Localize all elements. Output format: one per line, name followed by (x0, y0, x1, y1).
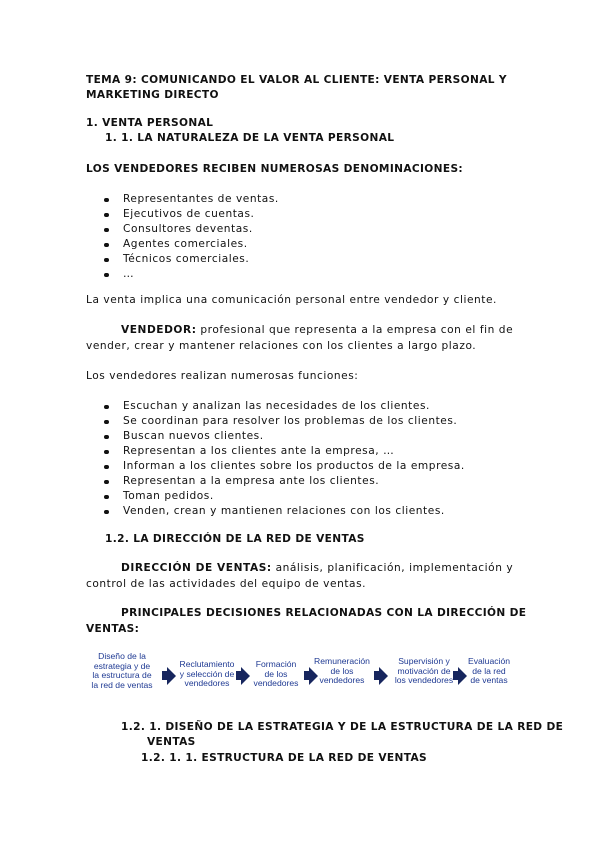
direccion-term: DIRECCIÓN DE VENTAS: (121, 562, 272, 574)
list-item: Ejecutivos de cuentas. (104, 207, 279, 222)
list-item: Venden, crean y mantienen relaciones con los clientes. (104, 504, 465, 519)
step-line: Diseño de la (98, 651, 146, 661)
step-line: la red de ventas (91, 679, 153, 690)
step-line: de los (264, 668, 288, 679)
vendedor-term: VENDEDOR: (121, 324, 197, 336)
funciones-intro: Los vendedores realizan numerosas funciones: (86, 370, 359, 382)
denominaciones-list (104, 192, 279, 282)
step-line: la estructura de (92, 670, 152, 681)
step-line: Evaluación (467, 656, 511, 666)
list-item: Escuchan y analizan las necesidades de los clientes. (104, 399, 465, 414)
list-item: Consultores deventas. (104, 222, 279, 237)
subsection-heading-estructura: 1.2. 1. 1. ESTRUCTURA DE LA RED DE VENTAS (141, 752, 427, 764)
process-step-diseno (82, 652, 162, 690)
section-heading-venta-personal: 1. VENTA PERSONAL (86, 117, 214, 129)
decisiones-heading-line2: VENTAS: (86, 623, 140, 635)
sales-management-process-diagram (82, 652, 522, 700)
list-item: Informan a los clientes sobre los productos de la empresa. (104, 459, 465, 474)
list-item: Representantes de ventas. (104, 192, 279, 207)
list-item: Técnicos comerciales. (104, 252, 279, 267)
process-step-reclutamiento (172, 660, 242, 689)
step-line: vendedores (319, 675, 365, 686)
step-line: Reclutamiento (179, 659, 235, 669)
subsection-heading-direccion: 1.2. LA DIRECCIÓN DE LA RED DE VENTAS (105, 533, 365, 545)
step-line: de los (330, 665, 354, 676)
venta-implica-paragraph: La venta implica una comunicación personal entre vendedor y cliente. (86, 294, 497, 306)
subsection-heading-naturaleza: 1. 1. LA NATURALEZA DE LA VENTA PERSONAL (105, 132, 395, 144)
step-line: vendedores (184, 678, 230, 689)
vendedor-definition-text: profesional que representa a la empresa con el fin de (196, 324, 514, 336)
list-item: Toman pedidos. (104, 489, 465, 504)
list-item: Buscan nuevos clientes. (104, 429, 465, 444)
funciones-list (104, 399, 465, 519)
list-item: Representan a los clientes ante la empresa, … (104, 444, 465, 459)
document-title-line2: MARKETING DIRECTO (86, 89, 219, 101)
process-step-evaluacion (462, 657, 516, 686)
process-step-remuneracion (308, 657, 376, 686)
list-item: Representan a la empresa ante los clientes. (104, 474, 465, 489)
step-line: de la red (472, 665, 506, 676)
direccion-definition-text: análisis, planificación, implementación y (271, 562, 514, 574)
process-step-supervision (386, 657, 462, 686)
step-line: Supervisión y (398, 656, 450, 666)
vendedor-definition-line1 (121, 324, 513, 336)
denominaciones-heading: LOS VENDEDORES RECIBEN NUMEROSAS DENOMINACIONES: (86, 163, 464, 175)
step-line: estrategia y de (93, 660, 151, 671)
subsection-heading-diseno-line2: VENTAS (147, 736, 196, 748)
document-title-line1: TEMA 9: COMUNICANDO EL VALOR AL CLIENTE: VENTA PERSONAL Y (86, 74, 507, 86)
step-line: motivación de (397, 665, 451, 676)
list-item: Agentes comerciales. (104, 237, 279, 252)
list-item: Se coordinan para resolver los problemas de los clientes. (104, 414, 465, 429)
subsection-heading-diseno-line1: 1.2. 1. DISEÑO DE LA ESTRATEGIA Y DE LA ESTRUCTURA DE LA RED DE (121, 721, 564, 733)
step-line: y selección de (179, 668, 235, 679)
decisiones-heading-line1: PRINCIPALES DECISIONES RELACIONADAS CON LA DIRECCIÓN DE (121, 607, 527, 619)
vendedor-definition-line2: vender, crear y mantener relaciones con los clientes a largo plazo. (86, 340, 477, 352)
direccion-definition-line2: control de las actividades del equipo de ventas. (86, 578, 367, 590)
step-line: vendedores (253, 678, 299, 689)
step-line: los vendedores (394, 675, 454, 686)
direccion-definition-line1 (121, 562, 513, 574)
process-step-formacion (248, 660, 304, 689)
step-line: de ventas (470, 675, 508, 686)
step-line: Formación (255, 659, 297, 669)
list-item: … (104, 267, 279, 282)
step-line: Remuneración (314, 656, 370, 666)
